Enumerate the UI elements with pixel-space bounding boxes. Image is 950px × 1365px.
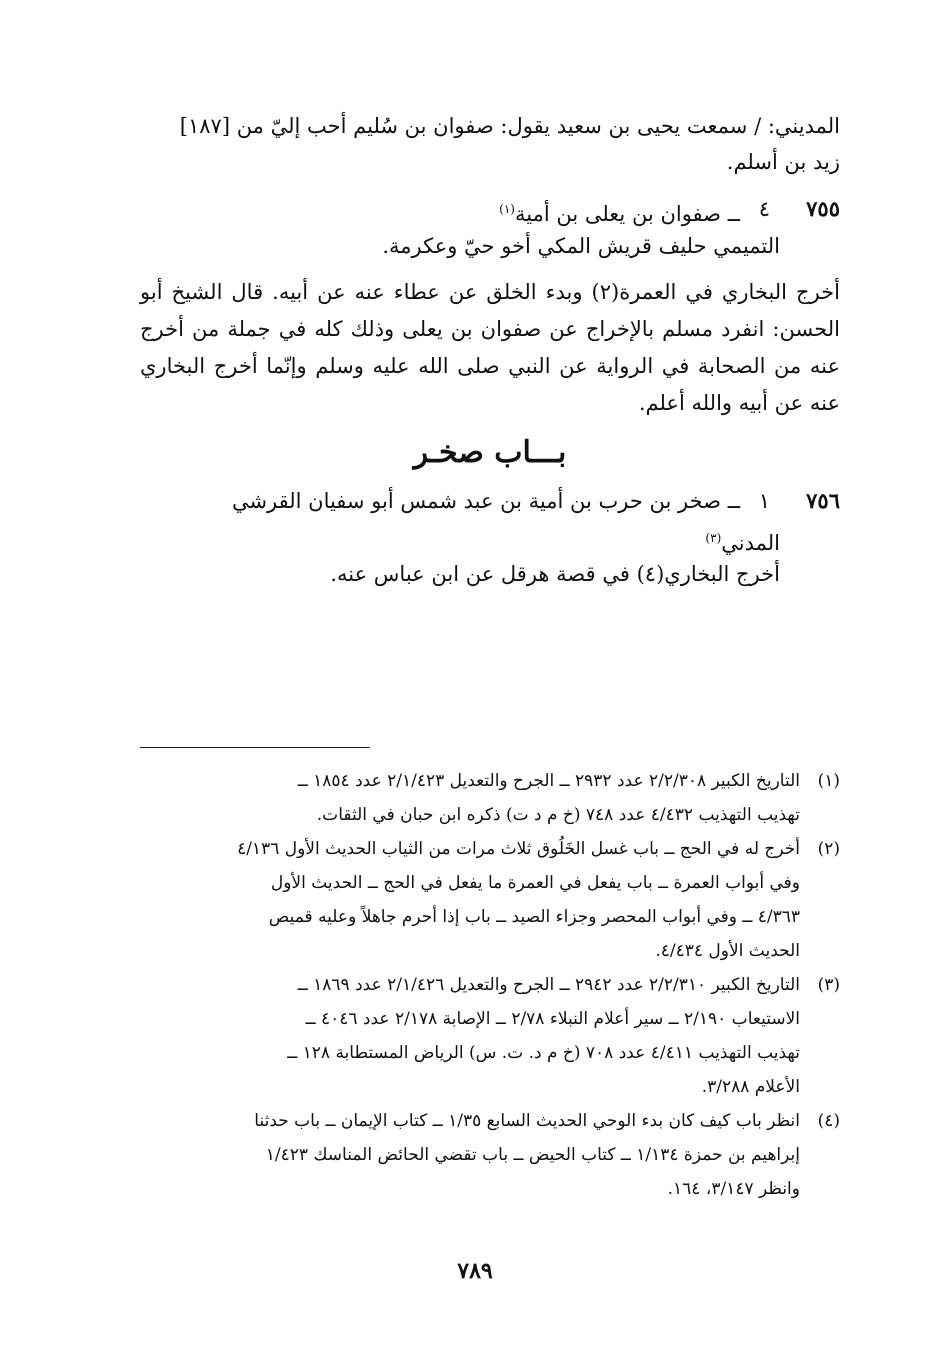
footnote-3: [140, 968, 840, 1104]
footnote-ref: (٣): [705, 531, 722, 545]
footnote-number: (٢): [817, 839, 840, 859]
footnote-line: الأعلام ٣/٢٨٨.: [701, 1077, 800, 1097]
footnote-2: [140, 832, 840, 968]
footnote-line: الحديث الأول ٤/٤٣٤.: [655, 941, 800, 961]
footnote-line: تهذيب التهذيب ٤/٤٣٢ عدد ٧٤٨ (خ م د ت) ذكره ابن حبان في الثقات.: [316, 805, 800, 825]
footnotes: [140, 764, 840, 1206]
section-title: بـــاب صخـر: [413, 435, 567, 470]
footnote-number: (١): [817, 771, 840, 791]
footnote-number: (٣): [817, 975, 840, 995]
footnote-line: انظر باب كيف كان بدء الوحي الحديث السابع ١/٣٥ ــ كتاب الإيمان ــ باب حدثنا: [254, 1111, 800, 1131]
entry-name: ــ صفوان بن يعلى بن أمية: [514, 202, 740, 226]
intro-line-2: زيد بن أسلم.: [726, 150, 840, 174]
entry-755-heading: [140, 190, 840, 228]
entry-755-paragraph: أخرج البخاري في العمرة(٢) وبدء الخلق عن عطاء عنه عن أبيه. قال الشيخ أبو الحسن: انفرد مسلم بالإخراج عن صفوان بن يعلى وذلك كله في جملة من أخرج عنه من الصحابة في الرواية عن النبي صلى الله عليه وسلم وإنّما أخرج البخاري عنه عن أبيه والله أعلم.: [140, 280, 840, 415]
footnote-line: الاستيعاب ٢/١٩٠ ــ سير أعلام النبلاء ٢/٧٨ ــ الإصابة ٢/١٧٨ عدد ٤٠٤٦ ــ: [305, 1009, 800, 1029]
entry-755-line-2: التميمي حليف قريش المكي أخو حيّ وعكرمة.: [382, 234, 780, 258]
footnote-line: وانظر ٣/١٤٧، ١٦٤.: [667, 1179, 800, 1199]
footnote-4: [140, 1104, 840, 1206]
footnote-line: تهذيب التهذيب ٤/٤١١ عدد ٧٠٨ (خ م د. ت. س) الرياض المستطابة ١٢٨ ــ: [287, 1043, 800, 1063]
entry-index: ١: [758, 489, 770, 513]
entry-756-origin: المدني: [721, 531, 780, 555]
entry-number: ٧٥٥: [806, 196, 840, 221]
entry-number: ٧٥٦: [806, 488, 840, 513]
entry-756-line-3: أخرج البخاري(٤) في قصة هرقل عن ابن عباس عنه.: [330, 562, 780, 586]
footnote-ref: (١): [499, 202, 515, 216]
footnote-line: إبراهيم بن حمزة ١/١٣٤ ــ كتاب الحيض ــ باب تقضي الحائض المناسك ١/٤٢٣: [265, 1145, 800, 1165]
entry-756-heading: [140, 482, 840, 520]
entry-index: ٤: [758, 197, 770, 221]
entry-name: ــ صخر بن حرب بن أمية بن عبد شمس أبو سفيان القرشي: [231, 489, 740, 513]
page-number: ٧٨٩: [457, 1258, 493, 1284]
footnote-number: (٤): [817, 1111, 840, 1131]
footnote-line: ٤/٣٦٣ ــ وفي أبواب المحصر وجزاء الصيد ــ باب إذا أحرم جاهلاً وعليه قميص: [268, 907, 800, 927]
footnote-divider: [140, 747, 370, 748]
footnote-1: [140, 764, 840, 832]
main-text: [140, 108, 840, 592]
footnote-line: التاريخ الكبير ٢/٢/٣١٠ عدد ٢٩٤٢ ــ الجرح والتعديل ٢/١/٤٢٦ عدد ١٨٦٩ ــ: [297, 975, 800, 995]
footnote-line: وفي أبواب العمرة ــ باب يفعل في العمرة ما يفعل في الحج ــ الحديث الأول: [270, 873, 800, 893]
footnote-line: التاريخ الكبير ٢/٢/٣٠٨ عدد ٢٩٣٢ ــ الجرح والتعديل ٢/١/٤٢٣ عدد ١٨٥٤ ــ: [297, 771, 800, 791]
entry-756-line-2: [140, 520, 840, 556]
footnote-line: أخرج له في الحج ــ باب غسل الخَلُوق ثلاث مرات من الثياب الحديث الأول ٤/١٣٦: [237, 839, 800, 859]
intro-line-1: المديني: / سمعت يحيى بن سعيد يقول: صفوان بن سُليم أحب إليّ من [١٨٧]: [179, 114, 840, 138]
